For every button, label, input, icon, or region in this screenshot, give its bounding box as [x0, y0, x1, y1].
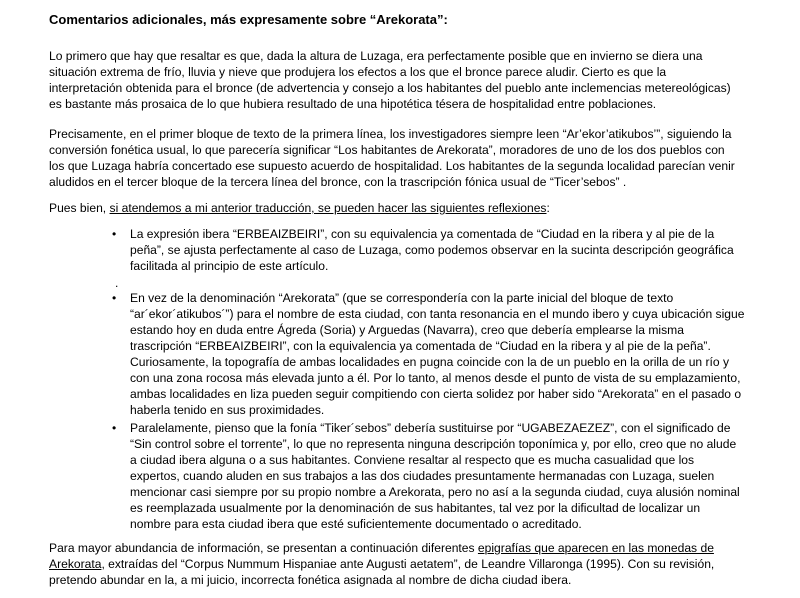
paragraph-line [49, 556, 779, 572]
list-item-line: mencionar casi siempre por su propio nombre a Arekorata, pero no así a la segunda ciudad, cuya alusión nominal [130, 485, 740, 499]
epigraphs-link[interactable]: epigrafías que aparecen en las monedas de [477, 541, 714, 555]
list-item-line: En vez de la denominación “Arekorata” (que se correspondería con la parte inicial del bloque de texto [130, 291, 674, 305]
paragraph-3-underlined: si atendemos a mi anterior traducción, se pueden hacer las siguientes reflexiones [109, 201, 547, 215]
list-item-line: La expresión ibera “ERBEAIZBEIRI”, con su equivalencia ya comentada de “Ciudad en la ribera y al pie de la [130, 227, 715, 241]
list-item-line: a ciudad ibera alguna o a sus habitantes. Conviene resaltar al respecto que es mucha casualidad que los [130, 453, 695, 467]
paragraph-3 [49, 200, 779, 216]
list-item-line: con una zona rocosa más elevada junto a él. Por lo tanto, al menos desde el punto de vista de su emplazamiento, [130, 371, 741, 385]
list-item-line: expertos, cuando aluden en sus trabajos a las dos ciudades presuntamente hermanadas con Luzaga, suelen [130, 469, 715, 483]
paragraph-line: Lo primero que hay que resaltar es que, dada la altura de Luzaga, era perfectamente posible que en invierno se diera una [49, 49, 703, 63]
list-item-line: facilitada al principio de este artículo. [130, 259, 329, 273]
separator-dot: . [115, 276, 119, 290]
bullet-icon: • [112, 421, 117, 435]
paragraph-3-prefix: Pues bien, [49, 201, 110, 215]
list-item-line: trascripción “ERBEAIZBEIRI”, con la equivalencia ya comentada de “Ciudad en la ribera y al pie de la peña”. [130, 339, 711, 353]
list-item-line: Curiosamente, la topografía de ambas localidades en pugna coincide con la de un pueblo en la orilla de un río y [130, 355, 730, 369]
list-item-line: es reemplazada usualmente por la denominación de sus habitantes, tal vez por la dificultad de localizar un [130, 501, 701, 515]
paragraph-line: aludidos en el tercer bloque de la tercera línea del bronce, con la trascripción fónica usual de “Ticer’sebos” . [49, 175, 627, 189]
paragraph-line: es bastante más prosaica de lo que hubiera resultado de una hipotética tésera de hospitalidad entre poblaciones. [49, 97, 657, 111]
list-item-line: ambas localidades en liza pueden seguir compitiendo con cierta solidez por haber sido “Arekorata” en el pasado o [130, 387, 742, 401]
list-item-line: “ar´ekor´atikubos´”) para el nombre de esta ciudad, con tanta resonancia en el mundo ibero y cuya ubicación sigue [130, 307, 745, 321]
paragraph-4 [49, 540, 779, 588]
list-item-line: peña”, se ajusta perfectamente al caso de Luzaga, como podemos observar en la sucinta descripción geográfica [130, 243, 734, 257]
paragraph-line: los que Luzaga habría concertado ese supuesto acuerdo de hospitalidad. Los habitantes de la segunda localidad parecían venir [49, 159, 735, 173]
paragraph-line: Precisamente, en el primer bloque de texto de la primera línea, los investigadores siempre leen “Ar’ekor’atikubos’”, siguiendo la [49, 127, 732, 141]
paragraph-1 [49, 48, 779, 112]
list-item-2 [130, 290, 770, 418]
paragraph-4-text: , extraídas del “Corpus Nummum Hispaniae ante Augusti aetatem”, de Leandre Villaronga (1995). Con su revisión, [101, 557, 715, 571]
section-title: Comentarios adicionales, más expresamente sobre “Arekorata”: [49, 12, 448, 27]
bullet-icon: • [112, 291, 117, 305]
list-item-line: haberla tenido en sus proximidades. [130, 403, 325, 417]
paragraph-line: situación extrema de frío, lluvia y nieve que produjera los efectos a los que el bronce parece aludir. Cierto es que la [49, 65, 667, 79]
paragraph-2 [49, 126, 779, 190]
arekorata-link[interactable]: Arekorata [49, 557, 102, 571]
list-item-line: Paralelamente, pienso que la fonía “Tiker´sebos” debería sustituirse por “UGABEZAEZEZ”, con el significado de [130, 421, 731, 435]
paragraph-line: pretendo abundar en la, a mi juicio, incorrecta fonética asignada al nombre de dicha ciudad ibera. [49, 573, 572, 587]
list-item-line: “Sin control sobre el torrente”, lo que no representa ninguna descripción toponímica y, por ello, creo que no alude [130, 437, 737, 451]
list-item-3 [130, 420, 770, 532]
list-item-1 [130, 226, 770, 274]
paragraph-line [49, 540, 779, 556]
paragraph-3-suffix: : [546, 201, 550, 215]
paragraph-line: conversión fonética usual, lo que parecería significar “Los habitantes de Arekorata”, moradores de uno de los dos pueblos con [49, 143, 725, 157]
list-item-line: estando hoy en duda entre Ágreda (Soria) y Arguedas (Navarra), creo que debería emplearse la misma [130, 323, 684, 337]
list-item-line: nombre para esta ciudad ibera que esté suficientemente documentado o acreditado. [130, 517, 582, 531]
paragraph-line [49, 200, 779, 216]
paragraph-4-text: Para mayor abundancia de información, se presentan a continuación diferentes [49, 541, 478, 555]
bullet-icon: • [112, 227, 117, 241]
paragraph-line: interpretación obtenida para el bronce (de advertencia y consejo a los habitantes del pueblo ante inclemencias metereológicas) [49, 81, 731, 95]
